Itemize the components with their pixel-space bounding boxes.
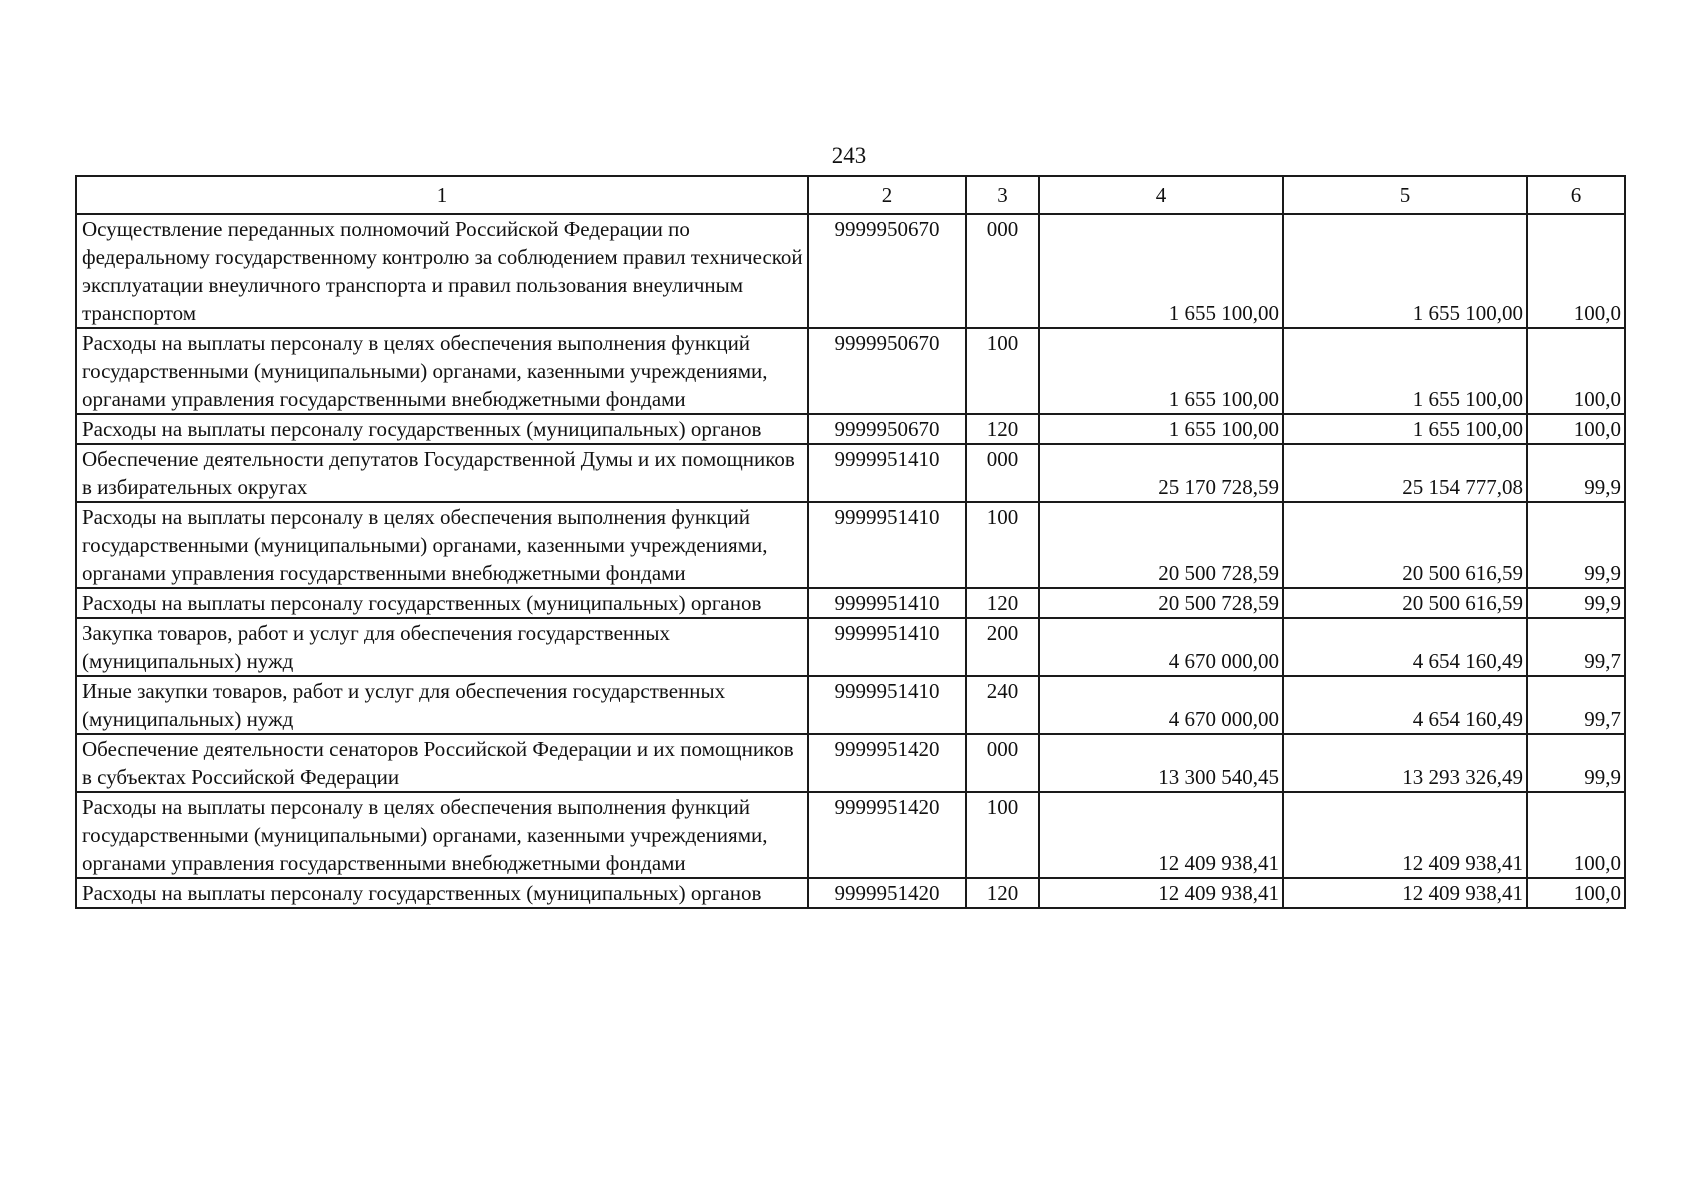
row-name: Расходы на выплаты персоналу государственных (муниципальных) органов [76,878,808,908]
row-expense-type: 100 [966,792,1039,878]
row-planned-amount: 12 409 938,41 [1039,878,1283,908]
row-executed-amount: 1 655 100,00 [1283,414,1527,444]
row-target-code: 9999951420 [808,878,966,908]
row-percent: 99,9 [1527,588,1625,618]
row-expense-type: 000 [966,444,1039,502]
row-executed-amount: 4 654 160,49 [1283,618,1527,676]
header-col-4: 4 [1039,176,1283,214]
row-percent: 100,0 [1527,214,1625,328]
row-executed-amount: 12 409 938,41 [1283,792,1527,878]
row-planned-amount: 1 655 100,00 [1039,214,1283,328]
row-name: Расходы на выплаты персоналу в целях обеспечения выполнения функций государственными (муниципальными) органами, казенными учреждениями, органами управления государственными внебюджетными фондами [76,792,808,878]
table-row [76,676,1625,734]
row-target-code: 9999951420 [808,792,966,878]
row-percent: 99,7 [1527,618,1625,676]
row-target-code: 9999950670 [808,414,966,444]
row-executed-amount: 4 654 160,49 [1283,676,1527,734]
header-col-5: 5 [1283,176,1527,214]
row-expense-type: 000 [966,214,1039,328]
table-row [76,328,1625,414]
table-row [76,734,1625,792]
row-target-code: 9999950670 [808,328,966,414]
row-percent: 99,9 [1527,734,1625,792]
row-name: Расходы на выплаты персоналу государственных (муниципальных) органов [76,414,808,444]
row-planned-amount: 1 655 100,00 [1039,414,1283,444]
row-name: Расходы на выплаты персоналу в целях обеспечения выполнения функций государственными (муниципальными) органами, казенными учреждениями, органами управления государственными внебюджетными фондами [76,502,808,588]
row-planned-amount: 20 500 728,59 [1039,588,1283,618]
row-name: Обеспечение деятельности депутатов Государственной Думы и их помощников в избирательных округах [76,444,808,502]
row-target-code: 9999951410 [808,588,966,618]
row-percent: 99,9 [1527,444,1625,502]
row-executed-amount: 12 409 938,41 [1283,878,1527,908]
row-executed-amount: 25 154 777,08 [1283,444,1527,502]
row-planned-amount: 4 670 000,00 [1039,618,1283,676]
row-percent: 100,0 [1527,414,1625,444]
row-expense-type: 000 [966,734,1039,792]
row-percent: 100,0 [1527,328,1625,414]
row-target-code: 9999951420 [808,734,966,792]
row-expense-type: 100 [966,502,1039,588]
header-col-2: 2 [808,176,966,214]
table-row [76,414,1625,444]
row-planned-amount: 4 670 000,00 [1039,676,1283,734]
row-name: Иные закупки товаров, работ и услуг для обеспечения государственных (муниципальных) нужд [76,676,808,734]
row-planned-amount: 1 655 100,00 [1039,328,1283,414]
row-executed-amount: 20 500 616,59 [1283,502,1527,588]
row-name: Закупка товаров, работ и услуг для обеспечения государственных (муниципальных) нужд [76,618,808,676]
table-row [76,444,1625,502]
row-target-code: 9999951410 [808,444,966,502]
table-row [76,502,1625,588]
row-planned-amount: 12 409 938,41 [1039,792,1283,878]
header-col-1: 1 [76,176,808,214]
row-expense-type: 120 [966,588,1039,618]
row-name: Расходы на выплаты персоналу государственных (муниципальных) органов [76,588,808,618]
row-percent: 100,0 [1527,792,1625,878]
row-percent: 100,0 [1527,878,1625,908]
budget-table [75,175,1626,909]
table-row [76,214,1625,328]
row-target-code: 9999951410 [808,618,966,676]
table-row [76,618,1625,676]
row-target-code: 9999951410 [808,676,966,734]
row-executed-amount: 1 655 100,00 [1283,328,1527,414]
row-expense-type: 200 [966,618,1039,676]
row-executed-amount: 1 655 100,00 [1283,214,1527,328]
header-col-3: 3 [966,176,1039,214]
row-target-code: 9999950670 [808,214,966,328]
row-planned-amount: 20 500 728,59 [1039,502,1283,588]
header-col-6: 6 [1527,176,1625,214]
row-expense-type: 240 [966,676,1039,734]
row-planned-amount: 13 300 540,45 [1039,734,1283,792]
row-expense-type: 120 [966,414,1039,444]
row-name: Обеспечение деятельности сенаторов Российской Федерации и их помощников в субъектах Российской Федерации [76,734,808,792]
table-header-row [76,176,1625,214]
row-name: Расходы на выплаты персоналу в целях обеспечения выполнения функций государственными (муниципальными) органами, казенными учреждениями, органами управления государственными внебюджетными фондами [76,328,808,414]
row-executed-amount: 20 500 616,59 [1283,588,1527,618]
row-percent: 99,9 [1527,502,1625,588]
table-row [76,588,1625,618]
row-percent: 99,7 [1527,676,1625,734]
row-target-code: 9999951410 [808,502,966,588]
row-planned-amount: 25 170 728,59 [1039,444,1283,502]
row-name: Осуществление переданных полномочий Российской Федерации по федеральному государственному контролю за соблюдением правил технической эксплуатации внеуличного транспорта и правил пользования внеуличным транспортом [76,214,808,328]
page-number: 243 [831,143,867,168]
row-executed-amount: 13 293 326,49 [1283,734,1527,792]
table-row [76,792,1625,878]
table-row [76,878,1625,908]
row-expense-type: 120 [966,878,1039,908]
row-expense-type: 100 [966,328,1039,414]
